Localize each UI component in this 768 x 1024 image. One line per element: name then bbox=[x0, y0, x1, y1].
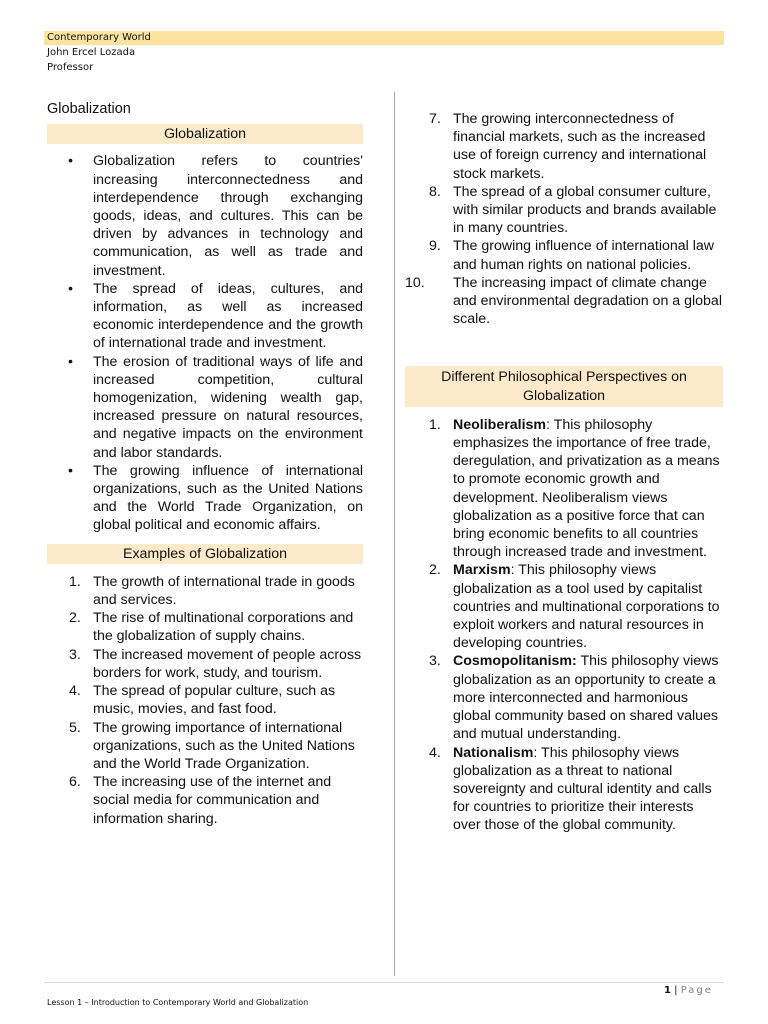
page-title: Globalization bbox=[47, 101, 131, 117]
section-heading-perspectives: Different Philosophical Perspectives on Globalization bbox=[405, 366, 723, 406]
examples-list-continued bbox=[405, 110, 723, 328]
left-column bbox=[47, 96, 363, 828]
list-item: 8. The spread of a global consumer culture, with similar products and brands available in many countries. bbox=[429, 183, 717, 237]
term-cosmopolitanism: Cosmopolitanism: bbox=[453, 653, 577, 670]
term-marxism: Marxism bbox=[453, 562, 511, 579]
list-item: 2. Marxism: This philosophy views globalization as a tool used by capitalist countries and multinational corporations to exploit workers and natural resources in developing countries. bbox=[429, 562, 720, 652]
examples-list bbox=[47, 573, 363, 828]
page-number: 1 | Page bbox=[664, 985, 713, 996]
column-divider bbox=[394, 92, 395, 976]
footer-divider bbox=[44, 982, 724, 983]
bullet-icon: • bbox=[68, 280, 73, 297]
list-item: • The spread of ideas, cultures, and information, as well as increased economic interdependence and the growth of international trade and investment. bbox=[68, 280, 363, 352]
perspectives-list bbox=[405, 416, 723, 835]
list-item: 2. The rise of multinational corporations and the globalization of supply chains. bbox=[69, 610, 354, 645]
course-name: Contemporary World bbox=[47, 32, 151, 43]
list-item: 4. The spread of popular culture, such as music, movies, and fast food. bbox=[69, 683, 336, 718]
list-item: 6. The increasing use of the internet and social media for communication and information sharing. bbox=[69, 774, 332, 827]
bullet-icon: • bbox=[68, 353, 73, 370]
list-item: 1. The growth of international trade in goods and services. bbox=[69, 573, 355, 609]
footer-lesson-title: Lesson 1 – Introduction to Contemporary World and Globalization bbox=[47, 998, 309, 1007]
term-nationalism: Nationalism bbox=[453, 744, 534, 761]
author-role: Professor bbox=[47, 62, 94, 73]
list-item: 5. The growing importance of international organizations, such as the United Nations and the World Trade Organization. bbox=[69, 719, 355, 772]
list-item: 7. The growing interconnectedness of financial markets, such as the increased use of foreign currency and international stock markets. bbox=[429, 111, 707, 182]
list-item: 4. Nationalism: This philosophy views globalization as a threat to national sovereignty and cultural identity and calls for countries to prioritize their interests over those of the global community. bbox=[429, 744, 712, 834]
bullet-icon: • bbox=[68, 153, 73, 170]
list-item: 9. The growing influence of international law and human rights on national policies. bbox=[429, 238, 715, 273]
list-item: 10. The increasing impact of climate change and environmental degradation on a global scale. bbox=[405, 274, 722, 328]
right-column bbox=[405, 110, 723, 835]
list-item: 3. Cosmopolitanism: This philosophy views globalization as an opportunity to create a more interconnected and harmonious global community based on shared values and mutual understanding. bbox=[429, 653, 719, 743]
list-item: 3. The increased movement of people across borders for work, study, and tourism. bbox=[69, 646, 362, 681]
bullet-icon: • bbox=[68, 462, 73, 479]
term-neoliberalism: Neoliberalism bbox=[453, 416, 547, 433]
list-item: • The growing influence of international organizations, such as the United Nations and the World Trade Organization, on global political and economic affairs. bbox=[68, 462, 363, 534]
list-item: • Globalization refers to countries' increasing interconnectedness and interdependence through exchanging goods, ideas, and cultures. This can be driven by advances in technology and communication, as well as trade and investment. bbox=[68, 153, 363, 279]
author-name: John Ercel Lozada bbox=[47, 47, 136, 58]
section-heading-globalization: Globalization bbox=[47, 124, 363, 144]
list-item: 1. Neoliberalism: This philosophy emphasizes the importance of free trade, deregulation, and privatization as a means to promote economic growth and development. Neoliberalism views globalization as a positive force that can bring economic benefits to all countries through increased trade and investment. bbox=[429, 416, 720, 561]
section-heading-examples: Examples of Globalization bbox=[47, 544, 363, 564]
list-item: • The erosion of traditional ways of life and increased competition, cultural homogenization, widening wealth gap, increased pressure on natural resources, and negative impacts on the environment and labor standards. bbox=[68, 353, 363, 461]
definition-list bbox=[47, 152, 363, 534]
